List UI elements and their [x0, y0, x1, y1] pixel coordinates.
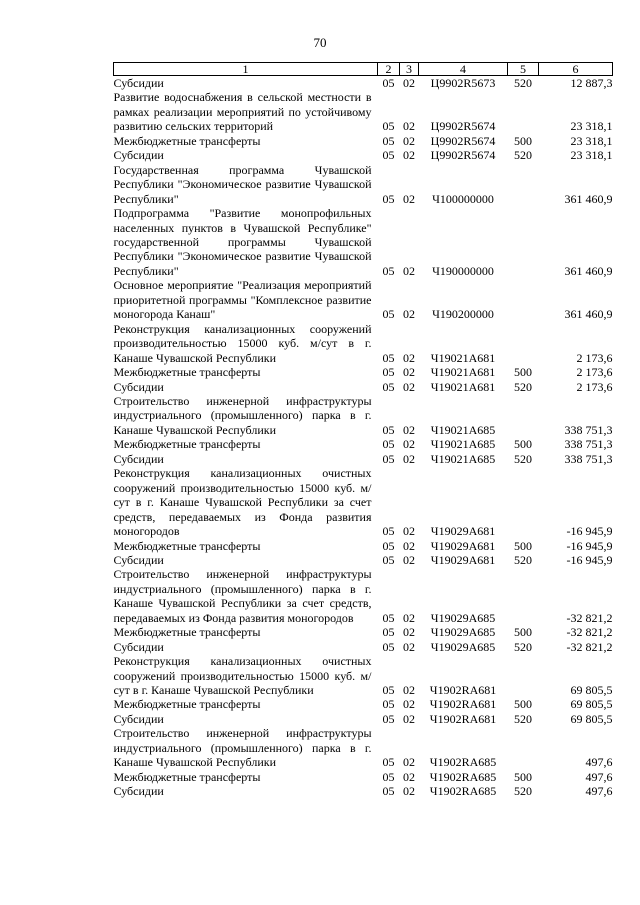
row-expense-type — [508, 90, 539, 133]
row-section: 05 — [382, 307, 395, 322]
table-row — [114, 539, 613, 553]
row-section: 05 — [382, 784, 395, 799]
row-target-code: Ч1902RА681 — [429, 697, 497, 712]
row-expense-type — [508, 322, 539, 365]
row-name: Строительство инженерной инфраструктуры индустриального (промышленного) парка в г. Канаше Чувашской Республики за счет средств, передаваемых из Фонда развития моногородов — [113, 567, 372, 625]
table-row — [114, 148, 613, 162]
row-section: 05 — [382, 755, 395, 770]
table-row — [114, 770, 613, 784]
row-amount: 12 887,3 — [570, 76, 613, 90]
row-section: 05 — [382, 552, 395, 567]
page-number: 70 — [313, 35, 327, 50]
row-subsection: 02 — [403, 451, 415, 466]
row-name: Реконструкция канализационных очистных сооружений производительностью 15000 куб. м/сут в г. Канаше Чувашской Республики — [113, 654, 372, 698]
row-name: Строительство инженерной инфраструктуры индустриального (промышленного) парка в г. Канаше Чувашской Республики — [113, 726, 372, 770]
header-col-5: 5 — [508, 63, 539, 76]
header-col-2: 2 — [378, 63, 400, 76]
row-name: Основное мероприятие "Реализация мероприятий приоритетной программы "Комплексное развитие моногорода Канаш" — [113, 278, 372, 322]
row-section: 05 — [382, 683, 395, 698]
header-col-1: 1 — [114, 63, 378, 76]
row-target-code: Ч1902RА681 — [429, 711, 497, 726]
row-expense-type: 500 — [514, 697, 532, 712]
row-expense-type — [508, 163, 539, 206]
row-amount: -32 821,2 — [566, 610, 613, 625]
row-amount: 361 460,9 — [564, 191, 613, 206]
header-col-4: 4 — [419, 63, 508, 76]
row-section: 05 — [382, 524, 395, 539]
row-target-code: Ц9902R5674 — [430, 133, 496, 148]
row-expense-type: 500 — [514, 625, 532, 640]
row-expense-type — [508, 466, 539, 538]
row-expense-type: 500 — [514, 437, 532, 452]
row-expense-type: 500 — [514, 365, 532, 380]
row-subsection: 02 — [403, 697, 415, 712]
row-subsection: 02 — [403, 76, 415, 90]
row-section: 05 — [382, 625, 395, 640]
row-amount: -16 945,9 — [566, 552, 613, 567]
row-section: 05 — [382, 148, 395, 163]
row-subsection: 02 — [403, 379, 415, 394]
header-col-6: 6 — [539, 63, 613, 76]
row-name: Субсидии — [113, 552, 164, 567]
row-name: Субсидии — [113, 639, 164, 654]
row-amount: -16 945,9 — [566, 524, 613, 539]
row-target-code: Ч19021А685 — [430, 451, 496, 466]
row-amount: 497,6 — [585, 784, 613, 799]
row-target-code: Ч190200000 — [432, 307, 494, 322]
row-target-code: Ч19029А685 — [430, 639, 496, 654]
table-row — [114, 784, 613, 798]
row-expense-type — [508, 206, 539, 278]
row-subsection: 02 — [403, 639, 415, 654]
row-section: 05 — [382, 422, 395, 437]
table-row — [114, 206, 613, 278]
table-row — [114, 134, 613, 148]
row-expense-type: 520 — [514, 711, 532, 726]
row-subsection: 02 — [403, 625, 415, 640]
table-row — [114, 322, 613, 365]
table-row — [114, 654, 613, 697]
row-amount: 338 751,3 — [564, 422, 613, 437]
row-section: 05 — [382, 711, 395, 726]
row-amount: -32 821,2 — [566, 625, 613, 640]
row-name: Государственная программа Чувашской Республики "Экономическое развитие Чувашской Республики" — [113, 162, 372, 206]
row-target-code: Ч19029А681 — [430, 524, 496, 539]
table-row — [114, 394, 613, 437]
row-name: Межбюджетные трансферты — [113, 697, 261, 712]
table-row — [114, 567, 613, 625]
row-amount: 338 751,3 — [564, 437, 613, 452]
row-expense-type — [508, 726, 539, 769]
table-row — [114, 90, 613, 133]
row-section: 05 — [382, 451, 395, 466]
row-name: Подпрограмма "Развитие монопрофильных населенных пунктов в Чувашской Республике" государственной программы Чувашской Республики "Экономическое развитие Чувашской Республики" — [113, 206, 372, 278]
row-subsection: 02 — [403, 350, 415, 365]
row-amount: 23 318,1 — [570, 133, 613, 148]
row-target-code: Ч19029А685 — [430, 625, 496, 640]
row-target-code: Ч100000000 — [432, 191, 494, 206]
row-amount: 338 751,3 — [564, 451, 613, 466]
row-expense-type: 500 — [514, 133, 532, 148]
row-subsection: 02 — [403, 422, 415, 437]
row-target-code: Ч19021А681 — [430, 350, 496, 365]
table-row — [114, 76, 613, 91]
row-subsection: 02 — [403, 711, 415, 726]
row-name: Межбюджетные трансферты — [113, 133, 261, 148]
table-row — [114, 466, 613, 538]
row-target-code: Ч19029А681 — [430, 552, 496, 567]
row-subsection: 02 — [403, 307, 415, 322]
row-amount: 497,6 — [585, 769, 613, 784]
row-section: 05 — [382, 119, 395, 134]
row-expense-type: 520 — [514, 379, 532, 394]
row-subsection: 02 — [403, 524, 415, 539]
table-row — [114, 380, 613, 394]
row-section: 05 — [382, 379, 395, 394]
row-target-code: Ч1902RА685 — [429, 784, 497, 799]
row-subsection: 02 — [403, 538, 415, 553]
row-amount: 2 173,6 — [576, 350, 613, 365]
row-name: Субсидии — [113, 379, 164, 394]
row-name: Реконструкция канализационных очистных сооружений производительностью 15000 куб. м/сут в г. Канаше Чувашской Республики за счет средств, передаваемых из Фонда развития моногородов — [113, 466, 372, 539]
table-row — [114, 712, 613, 726]
table-row — [114, 365, 613, 379]
row-name: Межбюджетные трансферты — [113, 538, 261, 553]
row-name: Развитие водоснабжения в сельской местности в рамках реализации мероприятий по устойчивому развитию сельских территорий — [113, 90, 372, 134]
table-row — [114, 437, 613, 451]
row-expense-type: 520 — [514, 148, 532, 163]
row-expense-type: 500 — [514, 538, 532, 553]
row-amount: 361 460,9 — [564, 307, 613, 322]
row-subsection: 02 — [403, 133, 415, 148]
row-expense-type: 500 — [514, 769, 532, 784]
row-target-code: Ц9902R5674 — [430, 119, 496, 134]
row-name: Межбюджетные трансферты — [113, 769, 261, 784]
row-name: Субсидии — [113, 784, 164, 799]
row-amount: 69 805,5 — [570, 683, 613, 698]
row-section: 05 — [382, 191, 395, 206]
row-target-code: Ч19029А685 — [430, 610, 496, 625]
table-row — [114, 697, 613, 711]
row-subsection: 02 — [403, 437, 415, 452]
table-row — [114, 640, 613, 654]
row-subsection: 02 — [403, 784, 415, 799]
row-section: 05 — [382, 639, 395, 654]
table-row — [114, 553, 613, 567]
row-target-code: Ч1902RА685 — [429, 769, 497, 784]
header-col-3: 3 — [400, 63, 419, 76]
row-section: 05 — [382, 365, 395, 380]
header-row — [114, 63, 613, 76]
table-body — [114, 76, 613, 799]
table-row — [114, 163, 613, 206]
row-amount: 69 805,5 — [570, 711, 613, 726]
budget-table — [113, 62, 613, 799]
row-name: Строительство инженерной инфраструктуры индустриального (промышленного) парка в г. Канаше Чувашской Республики — [113, 393, 372, 437]
row-name: Межбюджетные трансферты — [113, 365, 261, 380]
row-amount: -16 945,9 — [566, 538, 613, 553]
row-section: 05 — [382, 437, 395, 452]
row-section: 05 — [382, 133, 395, 148]
row-section: 05 — [382, 769, 395, 784]
row-name: Субсидии — [113, 451, 164, 466]
row-target-code: Ч19029А681 — [430, 538, 496, 553]
row-target-code: Ч19021А685 — [430, 437, 496, 452]
row-amount: 23 318,1 — [570, 148, 613, 163]
row-expense-type: 520 — [514, 639, 532, 654]
row-target-code: Ц9902R5674 — [430, 148, 496, 163]
row-name: Межбюджетные трансферты — [113, 437, 261, 452]
row-subsection: 02 — [403, 683, 415, 698]
row-name: Межбюджетные трансферты — [113, 625, 261, 640]
row-subsection: 02 — [403, 755, 415, 770]
row-target-code: Ч19021А685 — [430, 422, 496, 437]
row-section: 05 — [382, 263, 395, 278]
row-subsection: 02 — [403, 148, 415, 163]
row-expense-type: 520 — [514, 784, 532, 799]
table-row — [114, 452, 613, 466]
row-name: Субсидии — [113, 148, 164, 163]
row-target-code: Ц9902R5673 — [430, 76, 496, 90]
row-section: 05 — [382, 610, 395, 625]
table-row — [114, 726, 613, 769]
row-subsection: 02 — [403, 263, 415, 278]
row-subsection: 02 — [403, 191, 415, 206]
row-name: Реконструкция канализационных сооружений производительностью 15000 куб. м/сут в г. Канаше Чувашской Республики — [113, 321, 372, 365]
row-amount: 2 173,6 — [576, 379, 613, 394]
table-row — [114, 625, 613, 639]
row-target-code: Ч19021А681 — [430, 379, 496, 394]
row-expense-type: 520 — [514, 451, 532, 466]
row-target-code: Ч1902RА681 — [429, 683, 497, 698]
row-expense-type: 520 — [514, 552, 532, 567]
row-subsection: 02 — [403, 119, 415, 134]
row-subsection: 02 — [403, 552, 415, 567]
row-amount: 361 460,9 — [564, 263, 613, 278]
row-section: 05 — [382, 76, 395, 90]
row-target-code: Ч1902RА685 — [429, 755, 497, 770]
row-amount: -32 821,2 — [566, 639, 613, 654]
row-name: Субсидии — [113, 76, 164, 90]
row-subsection: 02 — [403, 365, 415, 380]
row-section: 05 — [382, 538, 395, 553]
row-amount: 2 173,6 — [576, 365, 613, 380]
row-target-code: Ч190000000 — [432, 263, 494, 278]
row-expense-type: 520 — [514, 76, 532, 90]
row-subsection: 02 — [403, 769, 415, 784]
row-amount: 23 318,1 — [570, 119, 613, 134]
row-amount: 497,6 — [585, 755, 613, 770]
row-expense-type — [508, 567, 539, 625]
row-expense-type — [508, 394, 539, 437]
table-row — [114, 278, 613, 321]
row-expense-type — [508, 654, 539, 697]
row-subsection: 02 — [403, 610, 415, 625]
row-target-code: Ч19021А681 — [430, 365, 496, 380]
row-expense-type — [508, 278, 539, 321]
row-name: Субсидии — [113, 711, 164, 726]
row-section: 05 — [382, 697, 395, 712]
row-section: 05 — [382, 350, 395, 365]
row-amount: 69 805,5 — [570, 697, 613, 712]
